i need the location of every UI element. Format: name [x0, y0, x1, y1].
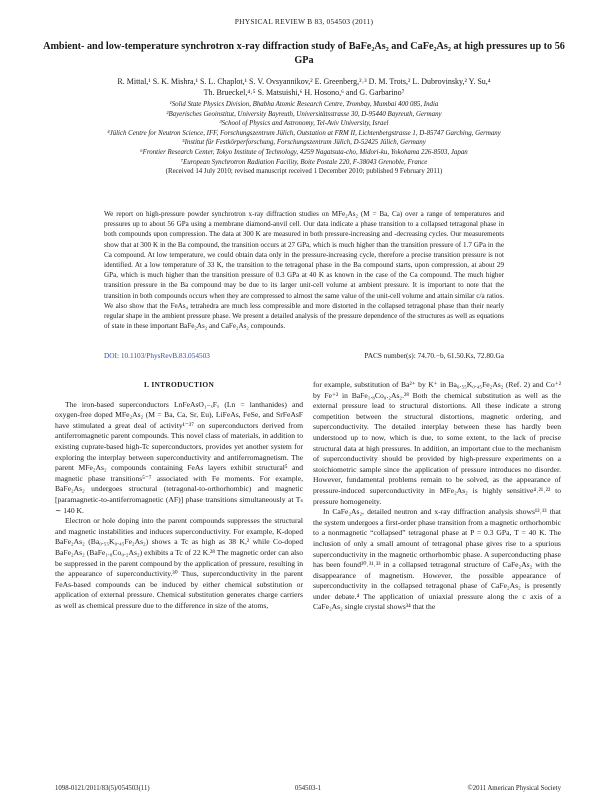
paragraph: In CaFe₂As₂, detailed neutron and x-ray diffraction analysis shows¹²˒¹³ that the system undergoes a first-order phase transition from a magnetic orthorhombic to a nonmagnetic “collapsed” tetragonal phase at P = 0.3 GPa, T = 40 K. The inclusion of only a small amount of tetragonal phase gives rise to a spurious superconductivity in the magnetic orthorhombic phase. A superconducting phase has been found³⁰˒³¹˒³³ in a collapsed tetragonal structure of CaFe₂As₂ with the disappearance of magnetism. However, the possible appearance of superconductivity in the collapsed tetragonal phase of CaFe₂As₂ is presently under debate.⁴ The application of uniaxial pressure along the c axis of a CaFe₂As₂ single crystal shows³⁴ that the — [313, 507, 561, 612]
affiliation-2: ²Bayerisches Geoinstitut, University Bayreuth, Universitätsstrasse 30, D-95440 Bayreuth, Germany — [166, 110, 442, 118]
page-footer — [55, 785, 561, 792]
affiliation-3: ³School of Physics and Astronomy, Tel-Aviv University, Israel — [219, 120, 389, 128]
footer-page-number: 054503-1 — [294, 785, 322, 792]
abstract: We report on high-pressure powder synchrotron x-ray diffraction studies on MFe₂As₂ (M = Ba, Ca) over a range of temperatures and pressures up to about 56 GPa using a membrane diamond-anvil cell. Our data indicate a phase transition to a collapsed tetragonal phase in both compounds upon compression. The data at 300 K are measured in both pressure-increasing and -decreasing cycles. Our measurements show that at 300 K in the Ba compound, the transition occurs at 27 GPa, which is much higher than the transition pressure of 1.7 GPa in the Ca compound. At low temperature, we could obtain data only in the pressure-increasing cycle, therefore a precise transition pressure is not identified. At a low temperature of 33 K, the transition to the tetragonal phase in the Ba compound starts, upon compression, at about 29 GPa, which is much higher than the transition pressure of 0.3 GPa at 40 K as known in the case of the Ca compound. The much higher transition pressure in the Ba compound may be due to its larger unit-cell volume at ambient pressure. It is important to note that the transition in both compounds occurs when they are compressed to almost the same value of the unit-cell volume and attain similar c/a ratios. We also show that the FeAs₄ tetrahedra are much less compressible and more distorted in the collapsed tetragonal phase than their nearly regular shape in the ambient pressure phase. We present a detailed analysis of the pressure dependence of the structures as well as equations of state in these important BaFe₂As₂ and CaFe₂As₂ compounds. — [104, 210, 504, 331]
authors-line-1: R. Mittal,¹ S. K. Mishra,¹ S. L. Chaplot,¹ S. V. Ovsyannikov,² E. Greenberg,²˒³ D. M. Trots,² L. Dubrovinsky,² Y. Su,⁴ — [117, 77, 491, 86]
section-heading: I. INTRODUCTION — [143, 380, 215, 389]
authors-line-2: Th. Brueckel,⁴˒⁵ S. Matsuishi,⁶ H. Hosono,⁶ and G. Garbarino⁷ — [203, 87, 405, 97]
paragraph: Electron or hole doping into the parent compounds suppresses the structural and magnetic instabilities and induces superconductivity. For example, K-doped BaFe₂As₂ (Ba₀.₅₅K₀.₄₅Fe₂As₂) shows a Tc as high as 38 K,² while Co-doped BaFe₂As₂ (BaFe₁.₈Co₀.₂As₂) exhibits a Tc of 22 K.²⁸ The magnetic order can also be suppressed in the parent compound by the application of pressure, resulting in the appearance of superconductivity.³⁰ Thus, superconductivity in the parent FeAs-based compounds can be induced by either chemical substitution or application of external pressure. Chemical substitution generates charge carriers as well as chemical pressure due to the difference in size of the atoms, — [55, 516, 303, 610]
affiliation-5: ⁵Institut für Festkörperforschung, Forschungszentrum Jülich, D-52425 Jülich, Germany — [182, 139, 426, 147]
doi-link[interactable]: DOI: 10.1103/PhysRevB.83.054503 — [104, 351, 210, 360]
footer-issn: 1098-0121/2011/83(5)/054503(11) — [55, 785, 150, 792]
affiliation-1: ¹Solid State Physics Division, Bhabha Atomic Research Centre, Trombay, Mumbai 400 085, India — [169, 101, 439, 108]
received-dates: (Received 14 July 2010; revised manuscript received 1 December 2010; published 9 February 2011) — [165, 168, 443, 176]
doi-pacs-line — [104, 351, 504, 360]
affiliation-list — [30, 100, 578, 177]
affiliation-4: ⁴Jülich Centre for Neutron Science, IFF, Forschungszentrum Jülich, Outstation at FRM II, Lichtenbergstrasse 1, D-85747 Garching, Germany — [107, 129, 501, 137]
left-column — [55, 380, 303, 611]
right-column — [313, 380, 561, 613]
paragraph: for example, substitution of Ba²⁺ by K⁺ in Ba₀.₅₅K₀.₄₅Fe₂As₂ (Ref. 2) and Co⁺² by Fe⁺² in BaFe₁.₈Co₀.₂As₂.²⁸ Both the chemical substitution as well as the external pressure lead to structural distortions. All these indicate a strong competition between the structural distortions, magnetic ordering, and superconductivity. The detailed interplay between these has hardly been understood up to now, which is due, to some extent, to the lack of precise structural data at high pressures. In addition, an important clue to the mechanism of superconductivity should be provided by high-pressure experiments on a stoichiometric sample since the application of pressure introduces no disorder. However, fundamental problems remain to be solved, as the appearance of pressure-induced superconductivity in MFe₂As₂ is highly sensitive⁴˒²¹˒²² to pressure homogeneity. — [313, 380, 561, 506]
paper-title: Ambient- and low-temperature synchrotron x-ray diffraction study of BaFe₂As₂ and CaFe₂As₂ at high pressures up to 56 GPa — [43, 41, 565, 66]
running-head: PHYSICAL REVIEW B 83, 054503 (2011) — [234, 17, 374, 26]
paragraph: The iron-based superconductors LnFeAsO₁₋ₓFₓ (Ln = lanthanides) and oxygen-free doped MFe₂As₂ (M = Ba, Ca, Sr, Eu), LiFeAs, FeSe, and SrFeAsF have stimulated a great deal of activity¹⁻³⁷ on superconductors derived from antiferromagnetic parent compounds. This novel class of materials, in addition to existing cuprate-based high-Tc superconductors, provides yet another system for exploring the interplay between superconductivity and antiferromagnetism. The parent MFe₂As₂ compounds containing FeAs layers exhibit structural⁵ and magnetic phase transitions⁵⁻⁷ associated with Fe moments. For example, BaFe₂As₂ undergoes structural (tetragonal-to-orthorhombic) and magnetic [paramagnetic-to-antiferromagnetic (AF)] phase transitions simultaneously at Tₛ ∼ 140 K. — [55, 399, 303, 515]
author-list — [40, 77, 568, 98]
affiliation-7: ⁷European Synchrotron Radiation Facility, Boite Postale 220, F-38043 Grenoble, France — [180, 158, 428, 166]
affiliation-6: ⁶Frontier Research Center, Tokyo Institute of Technology, 4259 Nagatsuta-cho, Midori-ku, Yokohama 226-8503, Japan — [140, 148, 468, 156]
footer-copyright: ©2011 American Physical Society — [467, 785, 561, 792]
pacs-numbers: PACS number(s): 74.70.−b, 61.50.Ks, 72.80.Ga — [364, 351, 504, 360]
